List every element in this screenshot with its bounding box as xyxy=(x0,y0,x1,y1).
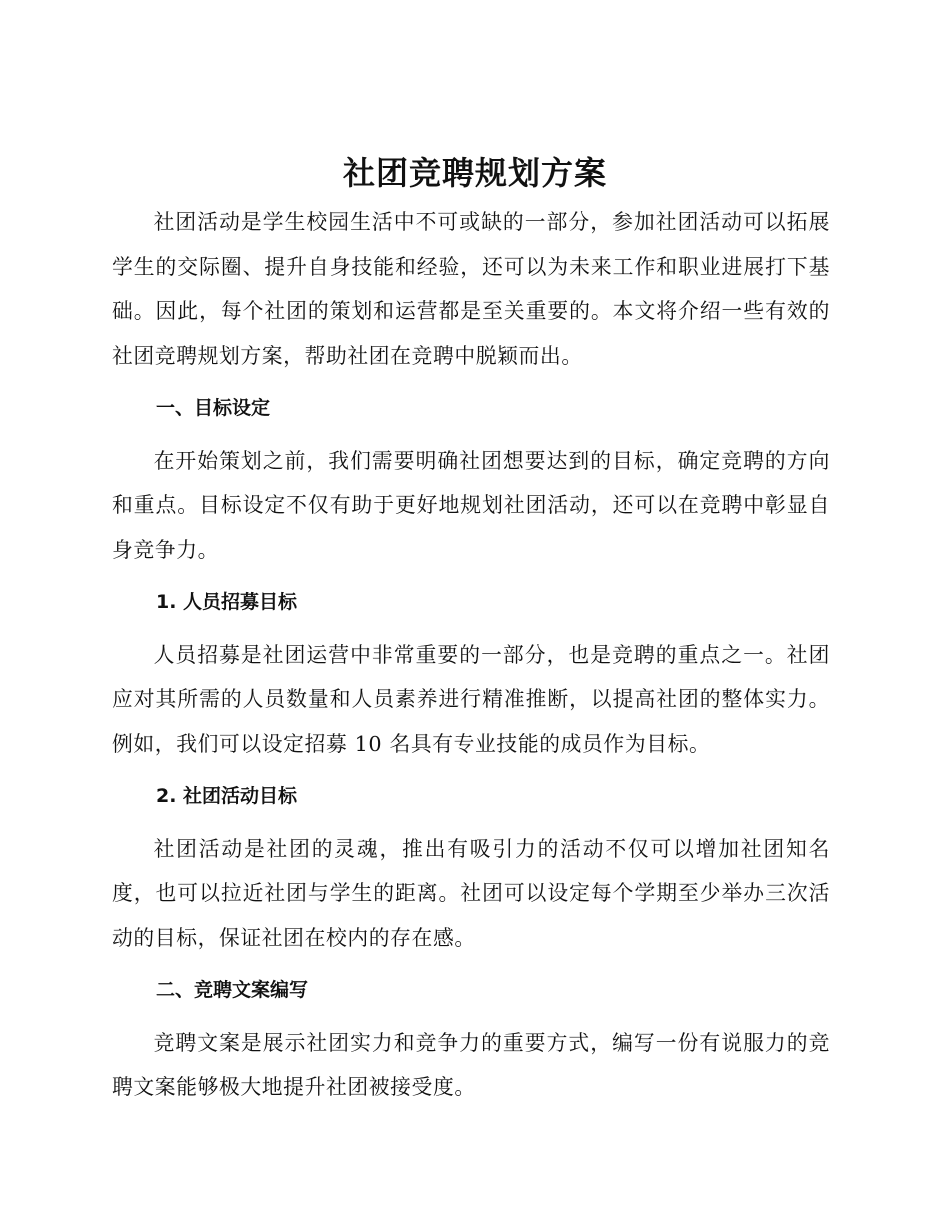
document-title: 社团竞聘规划方案 xyxy=(342,154,607,192)
intro-paragraph: 社团活动是学生校园生活中不可或缺的一部分，参加社团活动可以拓展学生的交际圈、提升自身技能和经验，还可以为未来工作和职业进展打下基础。因此，每个社团的策划和运营都是至关重要的。本文将介绍一些有效的社团竞聘规划方案，帮助社团在竞聘中脱颖而出。 xyxy=(112,210,830,368)
section-heading-copywriting: 二、竞聘文案编写 xyxy=(156,979,309,1001)
subsection-heading-activities: 2. 社团活动目标 xyxy=(156,785,298,807)
document-body xyxy=(112,200,830,1110)
subsection-heading-recruitment: 1. 人员招募目标 xyxy=(156,591,298,613)
copywriting-paragraph: 竞聘文案是展示社团实力和竞争力的重要方式，编写一份有说服力的竞聘文案能够极大地提升社团被接受度。 xyxy=(112,1030,830,1099)
goal-setting-paragraph: 在开始策划之前，我们需要明确社团想要达到的目标，确定竞聘的方向和重点。目标设定不仅有助于更好地规划社团活动，还可以在竞聘中彰显自身竞争力。 xyxy=(112,448,830,562)
activities-paragraph: 社团活动是社团的灵魂，推出有吸引力的活动不仅可以增加社团知名度，也可以拉近社团与学生的距离。社团可以设定每个学期至少举办三次活动的目标，保证社团在校内的存在感。 xyxy=(112,836,830,950)
recruitment-paragraph: 人员招募是社团运营中非常重要的一部分，也是竞聘的重点之一。社团应对其所需的人员数量和人员素养进行精准推断，以提高社团的整体实力。例如，我们可以设定招募 10 名具有专业技能的成员作为目标。 xyxy=(112,642,830,756)
section-heading-goal-setting: 一、目标设定 xyxy=(156,397,271,419)
